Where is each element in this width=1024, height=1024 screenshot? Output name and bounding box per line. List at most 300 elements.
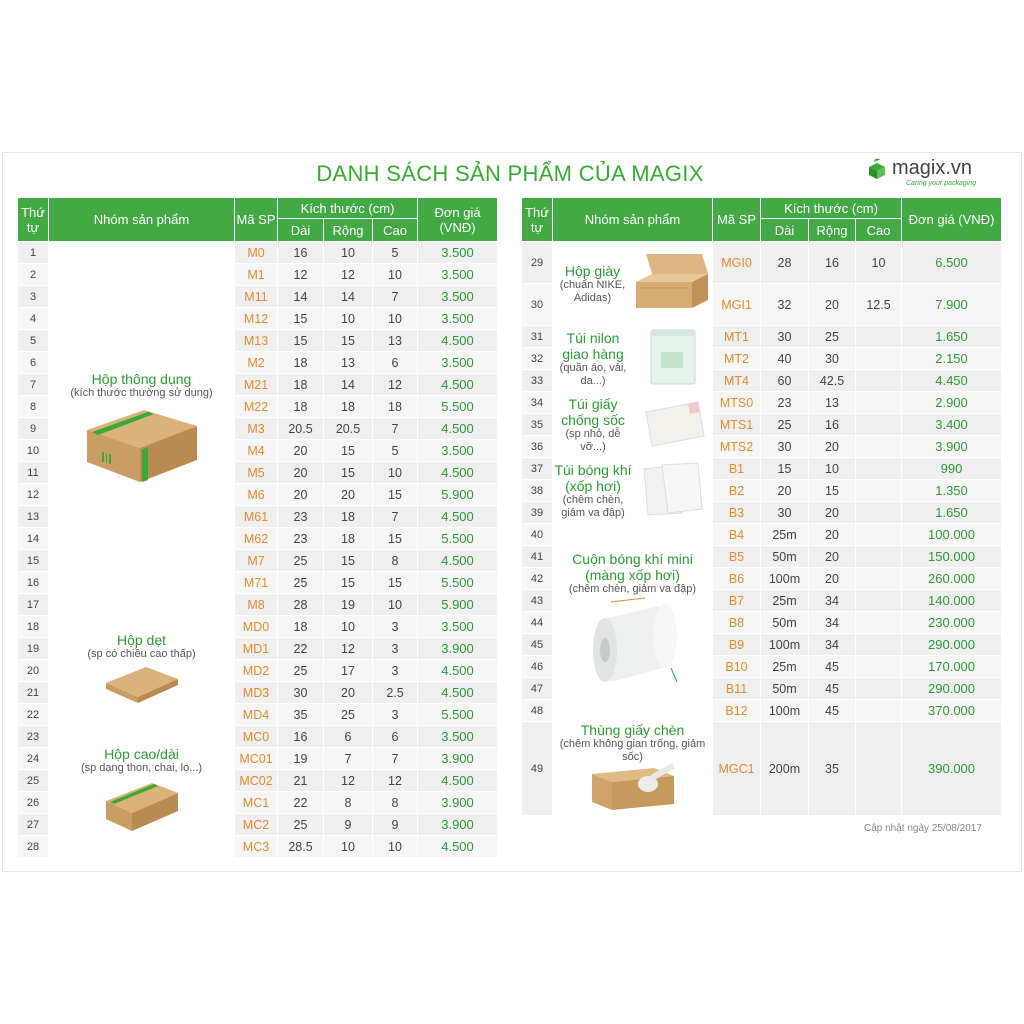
unit-price: 170.000	[902, 656, 1002, 678]
length-value: 23	[761, 392, 809, 414]
product-code: MGI1	[713, 284, 761, 326]
width-value: 10	[324, 242, 373, 264]
row-number: 28	[18, 836, 49, 858]
row-number: 22	[18, 704, 49, 726]
row-number: 9	[18, 418, 49, 440]
col-price: Đơn giá (VNĐ)	[902, 198, 1002, 242]
width-value: 10	[324, 308, 373, 330]
row-number: 41	[522, 546, 553, 568]
update-date: Cập nhật ngày 25/08/2017	[864, 823, 982, 834]
table-row	[522, 326, 1002, 348]
length-value: 19	[278, 748, 324, 770]
product-code: MC2	[235, 814, 278, 836]
height-value	[856, 634, 902, 656]
product-code: MTS1	[713, 414, 761, 436]
product-code: M7	[235, 550, 278, 572]
width-value: 8	[324, 792, 373, 814]
height-value	[856, 546, 902, 568]
height-value: 5	[373, 242, 418, 264]
logo-name: magix.vn	[892, 157, 973, 179]
row-number: 13	[18, 506, 49, 528]
col-width: Rộng	[809, 219, 856, 242]
length-value: 25	[278, 660, 324, 682]
length-value: 21	[278, 770, 324, 792]
unit-price: 4.500	[418, 836, 498, 858]
product-group	[49, 616, 235, 726]
product-group	[553, 524, 713, 722]
col-height: Cao	[373, 219, 418, 242]
row-number: 40	[522, 524, 553, 546]
product-code: MGI0	[713, 242, 761, 284]
height-value: 7	[373, 506, 418, 528]
product-code: MC3	[235, 836, 278, 858]
height-value: 15	[373, 528, 418, 550]
unit-price: 4.500	[418, 418, 498, 440]
col-code: Mã SP	[713, 198, 761, 242]
width-value: 17	[324, 660, 373, 682]
width-value: 19	[324, 594, 373, 616]
width-value: 34	[809, 590, 856, 612]
unit-price: 3.500	[418, 726, 498, 748]
width-value: 20	[809, 436, 856, 458]
row-number: 17	[18, 594, 49, 616]
product-code: MGC1	[713, 722, 761, 816]
width-value: 45	[809, 678, 856, 700]
product-group	[553, 242, 713, 326]
table-row	[522, 392, 1002, 414]
row-number: 20	[18, 660, 49, 682]
product-code: MT2	[713, 348, 761, 370]
product-code: MTS2	[713, 436, 761, 458]
length-value: 15	[278, 330, 324, 352]
carton-box-icon	[49, 400, 234, 487]
height-value: 6	[373, 726, 418, 748]
padded-envelope-icon	[638, 398, 708, 451]
row-number: 4	[18, 308, 49, 330]
row-number: 18	[18, 616, 49, 638]
height-value	[856, 348, 902, 370]
group-description: (chêm không gian trống, giảm sốc)	[559, 738, 706, 763]
height-value	[856, 612, 902, 634]
group-description: (kích thước thường sử dụng)	[70, 386, 213, 399]
width-value: 42.5	[809, 370, 856, 392]
length-value: 50m	[761, 546, 809, 568]
unit-price: 4.500	[418, 374, 498, 396]
product-group	[553, 326, 713, 392]
product-code: MD3	[235, 682, 278, 704]
height-value: 12.5	[856, 284, 902, 326]
height-value: 7	[373, 748, 418, 770]
product-code: MC1	[235, 792, 278, 814]
row-number: 46	[522, 656, 553, 678]
height-value: 10	[373, 594, 418, 616]
length-value: 15	[278, 308, 324, 330]
length-value: 23	[278, 528, 324, 550]
product-code: M62	[235, 528, 278, 550]
length-value: 35	[278, 704, 324, 726]
row-number: 6	[18, 352, 49, 374]
group-description: (chêm chèn, giảm va đập)	[561, 493, 625, 519]
length-value: 20	[278, 462, 324, 484]
width-value: 45	[809, 656, 856, 678]
width-value: 10	[324, 836, 373, 858]
unit-price: 4.450	[902, 370, 1002, 392]
width-value: 20	[324, 682, 373, 704]
height-value: 3	[373, 638, 418, 660]
product-code: M4	[235, 440, 278, 462]
unit-price: 3.900	[418, 638, 498, 660]
unit-price: 3.500	[418, 616, 498, 638]
length-value: 25	[278, 814, 324, 836]
right-product-table	[522, 198, 1002, 816]
width-value: 16	[809, 414, 856, 436]
height-value: 10	[373, 264, 418, 286]
flat-box-icon	[49, 661, 234, 710]
product-code: M13	[235, 330, 278, 352]
row-number: 23	[18, 726, 49, 748]
product-code: MT4	[713, 370, 761, 392]
product-code: M71	[235, 572, 278, 594]
width-value: 14	[324, 374, 373, 396]
table-row	[522, 458, 1002, 480]
length-value: 15	[761, 458, 809, 480]
length-value: 100m	[761, 634, 809, 656]
unit-price: 4.500	[418, 462, 498, 484]
height-value: 3	[373, 660, 418, 682]
row-number: 3	[18, 286, 49, 308]
product-code: M61	[235, 506, 278, 528]
product-code: M2	[235, 352, 278, 374]
unit-price: 4.500	[418, 660, 498, 682]
product-code: MC01	[235, 748, 278, 770]
width-value: 13	[809, 392, 856, 414]
logo-tagline: Caring your packaging	[906, 180, 977, 187]
width-value: 12	[324, 638, 373, 660]
row-number: 30	[522, 284, 553, 326]
height-value: 13	[373, 330, 418, 352]
row-number: 47	[522, 678, 553, 700]
table-row	[18, 616, 498, 638]
leaf-box-logo-icon	[866, 158, 888, 180]
unit-price: 290.000	[902, 634, 1002, 656]
height-value: 10	[373, 308, 418, 330]
width-value: 25	[324, 704, 373, 726]
length-value: 25	[278, 550, 324, 572]
unit-price: 1.650	[902, 502, 1002, 524]
row-number: 5	[18, 330, 49, 352]
group-name: Thùng giấy chèn	[580, 722, 685, 738]
product-group	[553, 458, 713, 524]
product-code: B1	[713, 458, 761, 480]
width-value: 15	[324, 440, 373, 462]
unit-price: 230.000	[902, 612, 1002, 634]
row-number: 39	[522, 502, 553, 524]
row-number: 36	[522, 436, 553, 458]
page-title: DANH SÁCH SẢN PHẨM CỦA MAGIX	[316, 161, 704, 186]
height-value	[856, 502, 902, 524]
row-number: 8	[18, 396, 49, 418]
length-value: 30	[761, 502, 809, 524]
height-value	[856, 392, 902, 414]
height-value: 18	[373, 396, 418, 418]
row-number: 45	[522, 634, 553, 656]
col-group: Nhóm sản phẩm	[553, 198, 713, 242]
row-number: 16	[18, 572, 49, 594]
length-value: 50m	[761, 612, 809, 634]
unit-price: 140.000	[902, 590, 1002, 612]
width-value: 14	[324, 286, 373, 308]
length-value: 23	[278, 506, 324, 528]
row-number: 34	[522, 392, 553, 414]
height-value: 6	[373, 352, 418, 374]
length-value: 25	[278, 572, 324, 594]
left-product-table	[18, 198, 498, 858]
product-code: MD4	[235, 704, 278, 726]
row-number: 12	[18, 484, 49, 506]
unit-price: 3.900	[902, 436, 1002, 458]
length-value: 25m	[761, 656, 809, 678]
unit-price: 2.900	[902, 392, 1002, 414]
width-value: 12	[324, 770, 373, 792]
product-code: B7	[713, 590, 761, 612]
row-number: 19	[18, 638, 49, 660]
length-value: 25m	[761, 590, 809, 612]
unit-price: 6.500	[902, 242, 1002, 284]
length-value: 100m	[761, 700, 809, 722]
unit-price: 290.000	[902, 678, 1002, 700]
unit-price: 5.500	[418, 572, 498, 594]
product-code: B10	[713, 656, 761, 678]
product-code: MT1	[713, 326, 761, 348]
col-code: Mã SP	[235, 198, 278, 242]
height-value: 7	[373, 286, 418, 308]
length-value: 12	[278, 264, 324, 286]
unit-price: 990	[902, 458, 1002, 480]
height-value: 12	[373, 374, 418, 396]
bubble-roll-icon	[553, 596, 712, 695]
magix-logo	[866, 156, 1006, 192]
unit-price: 1.650	[902, 326, 1002, 348]
col-size: Kích thước (cm)	[761, 198, 902, 219]
col-stt: Thứ tự	[18, 198, 49, 242]
col-length: Dài	[761, 219, 809, 242]
unit-price: 5.500	[418, 396, 498, 418]
unit-price: 4.500	[418, 770, 498, 792]
col-size: Kích thước (cm)	[278, 198, 418, 219]
row-number: 38	[522, 480, 553, 502]
product-code: M5	[235, 462, 278, 484]
height-value	[856, 480, 902, 502]
height-value: 9	[373, 814, 418, 836]
length-value: 16	[278, 242, 324, 264]
height-value: 10	[373, 462, 418, 484]
height-value	[856, 700, 902, 722]
length-value: 50m	[761, 678, 809, 700]
row-number: 44	[522, 612, 553, 634]
bubble-bag-icon	[638, 461, 708, 520]
group-name: Túi bóng khí (xốp hơi)	[554, 461, 632, 494]
width-value: 20	[809, 524, 856, 546]
length-value: 30	[761, 326, 809, 348]
product-code: M12	[235, 308, 278, 330]
product-code: M6	[235, 484, 278, 506]
unit-price: 2.150	[902, 348, 1002, 370]
product-group	[49, 242, 235, 616]
unit-price: 5.500	[418, 528, 498, 550]
unit-price: 3.500	[418, 352, 498, 374]
length-value: 18	[278, 374, 324, 396]
width-value: 20	[809, 568, 856, 590]
col-stt: Thứ tự	[522, 198, 553, 242]
table-row	[18, 726, 498, 748]
height-value: 2.5	[373, 682, 418, 704]
width-value: 15	[324, 550, 373, 572]
height-value	[856, 326, 902, 348]
product-code: MD0	[235, 616, 278, 638]
height-value: 3	[373, 704, 418, 726]
row-number: 7	[18, 374, 49, 396]
row-number: 21	[18, 682, 49, 704]
row-number: 43	[522, 590, 553, 612]
product-code: B9	[713, 634, 761, 656]
unit-price: 3.400	[902, 414, 1002, 436]
length-value: 22	[278, 638, 324, 660]
width-value: 35	[809, 722, 856, 816]
height-value: 5	[373, 440, 418, 462]
row-number: 31	[522, 326, 553, 348]
unit-price: 3.500	[418, 264, 498, 286]
group-name: Hộp dẹt	[116, 631, 167, 648]
tall-box-icon	[49, 775, 234, 838]
table-row	[18, 242, 498, 264]
row-number: 37	[522, 458, 553, 480]
height-value	[856, 722, 902, 816]
unit-price: 1.350	[902, 480, 1002, 502]
row-number: 35	[522, 414, 553, 436]
width-value: 20	[324, 484, 373, 506]
width-value: 18	[324, 506, 373, 528]
table-row	[522, 242, 1002, 284]
product-code: B8	[713, 612, 761, 634]
group-name: Hộp cao/dài	[104, 745, 179, 762]
group-name: Cuộn bóng khí mini (màng xốp hơi)	[572, 550, 693, 583]
height-value: 15	[373, 572, 418, 594]
unit-price: 3.900	[418, 748, 498, 770]
col-width: Rộng	[324, 219, 373, 242]
product-code: M22	[235, 396, 278, 418]
height-value: 8	[373, 792, 418, 814]
product-group	[553, 392, 713, 458]
length-value: 28.5	[278, 836, 324, 858]
row-number: 33	[522, 370, 553, 392]
product-code: B3	[713, 502, 761, 524]
length-value: 20	[278, 484, 324, 506]
shoe-box-icon	[632, 252, 712, 315]
unit-price: 3.900	[418, 814, 498, 836]
width-value: 20.5	[324, 418, 373, 440]
width-value: 20	[809, 502, 856, 524]
group-description: (sp có chiều cao thấp)	[87, 647, 196, 660]
group-name: Túi nilon giao hàng	[562, 329, 624, 362]
unit-price: 150.000	[902, 546, 1002, 568]
width-value: 6	[324, 726, 373, 748]
width-value: 20	[809, 284, 856, 326]
width-value: 18	[324, 396, 373, 418]
unit-price: 5.900	[418, 484, 498, 506]
length-value: 28	[761, 242, 809, 284]
product-code: M8	[235, 594, 278, 616]
product-code: B11	[713, 678, 761, 700]
unit-price: 260.000	[902, 568, 1002, 590]
width-value: 13	[324, 352, 373, 374]
width-value: 45	[809, 700, 856, 722]
height-value	[856, 524, 902, 546]
row-number: 27	[18, 814, 49, 836]
product-code: B6	[713, 568, 761, 590]
height-value	[856, 568, 902, 590]
group-name: Hộp giày	[564, 262, 621, 279]
row-number: 24	[18, 748, 49, 770]
row-number: 15	[18, 550, 49, 572]
poly-bag-icon	[647, 328, 699, 389]
width-value: 15	[809, 480, 856, 502]
product-code: MD2	[235, 660, 278, 682]
height-value	[856, 436, 902, 458]
length-value: 18	[278, 616, 324, 638]
height-value: 7	[373, 418, 418, 440]
row-number: 1	[18, 242, 49, 264]
row-number: 49	[522, 722, 553, 816]
length-value: 100m	[761, 568, 809, 590]
product-group	[553, 722, 713, 816]
width-value: 16	[809, 242, 856, 284]
unit-price: 3.500	[418, 242, 498, 264]
width-value: 12	[324, 264, 373, 286]
length-value: 32	[761, 284, 809, 326]
table-row	[522, 524, 1002, 546]
width-value: 34	[809, 612, 856, 634]
product-code: M1	[235, 264, 278, 286]
length-value: 30	[278, 682, 324, 704]
product-code: MTS0	[713, 392, 761, 414]
unit-price: 3.900	[418, 792, 498, 814]
product-code: M0	[235, 242, 278, 264]
group-name: Túi giấy chống sốc	[561, 395, 625, 428]
product-code: M3	[235, 418, 278, 440]
product-code: B5	[713, 546, 761, 568]
group-description: (sp dạng thon, chai, lọ...)	[80, 761, 203, 774]
width-value: 10	[809, 458, 856, 480]
length-value: 25m	[761, 524, 809, 546]
unit-price: 7.900	[902, 284, 1002, 326]
col-group: Nhóm sản phẩm	[49, 198, 235, 242]
unit-price: 4.500	[418, 550, 498, 572]
length-value: 14	[278, 286, 324, 308]
group-description: (sp nhỏ, dễ vỡ...)	[565, 427, 621, 453]
height-value	[856, 414, 902, 436]
length-value: 28	[278, 594, 324, 616]
width-value: 34	[809, 634, 856, 656]
height-value: 10	[856, 242, 902, 284]
length-value: 18	[278, 352, 324, 374]
unit-price: 4.500	[418, 682, 498, 704]
product-code: MC02	[235, 770, 278, 792]
header-row	[522, 198, 1002, 219]
width-value: 15	[324, 572, 373, 594]
row-number: 14	[18, 528, 49, 550]
width-value: 15	[324, 330, 373, 352]
unit-price: 5.500	[418, 704, 498, 726]
